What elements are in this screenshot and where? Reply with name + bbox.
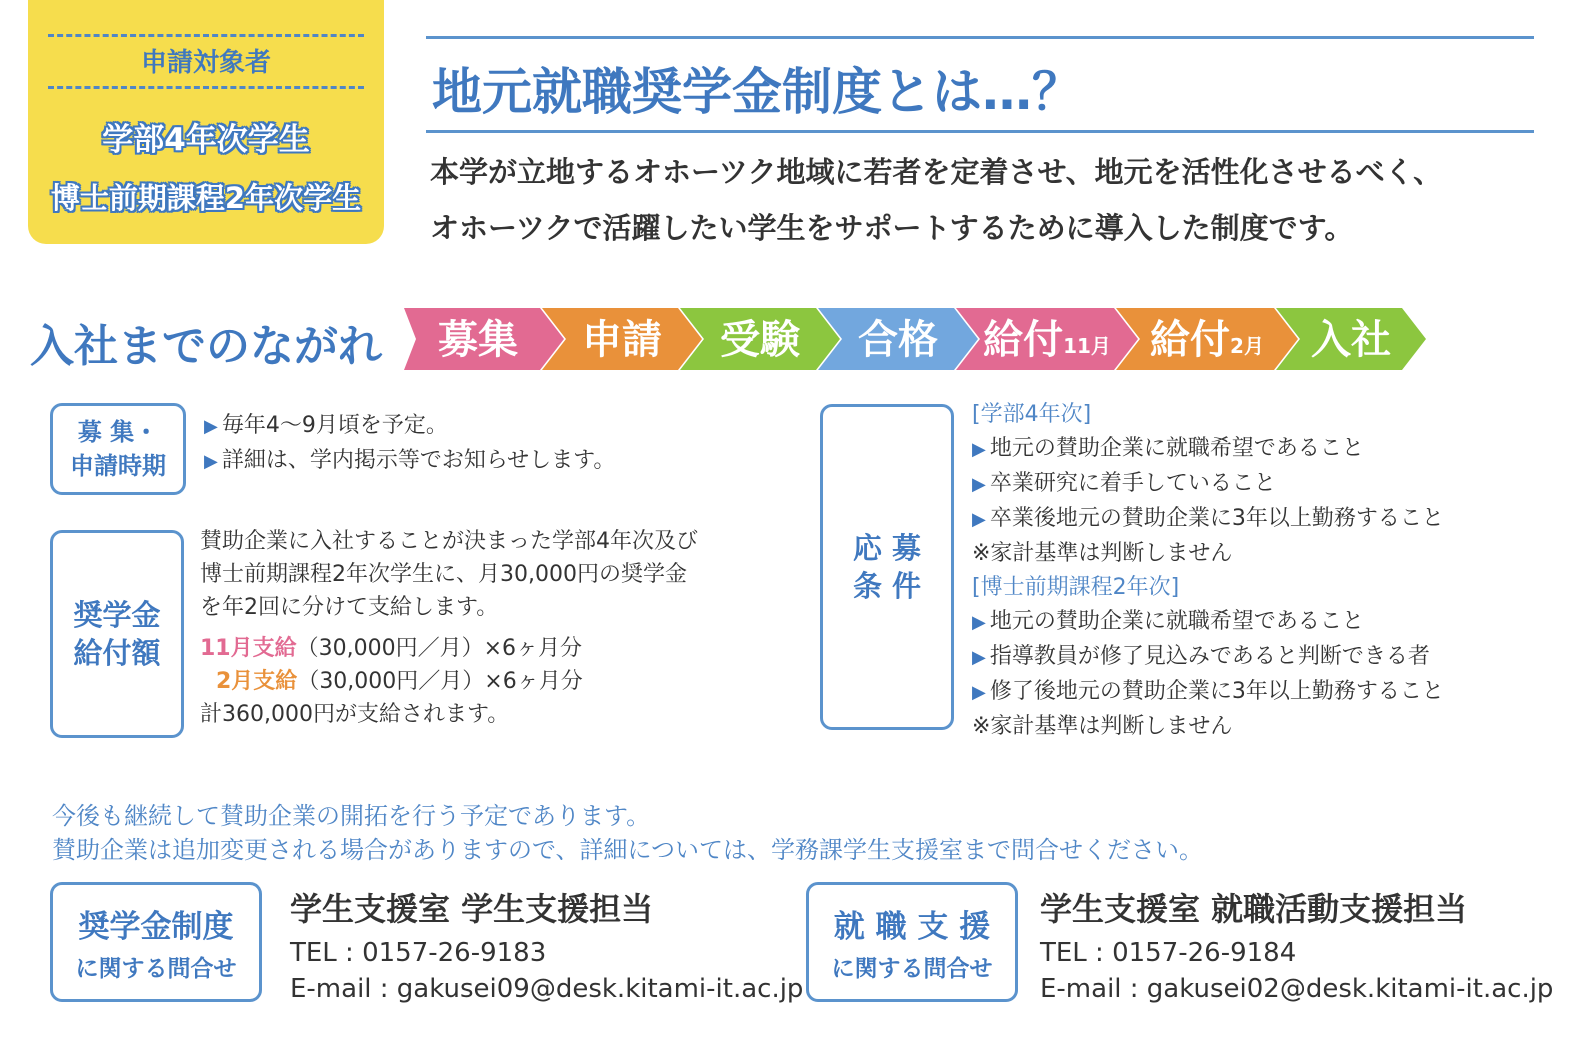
triangle-bullet-icon: ▶ xyxy=(972,474,986,495)
contact-tel[interactable]: TEL : 0157-26-9184 xyxy=(1040,938,1297,968)
footer-note-1: 今後も継続して賛助企業の開拓を行う予定であります。 xyxy=(52,802,651,830)
recruit-label-box xyxy=(50,403,186,495)
flow-label: 入社までのながれ xyxy=(30,321,382,372)
list-item: ▶ 地元の賛助企業に就職希望であること xyxy=(972,436,1364,461)
contact-info xyxy=(1040,884,1553,1004)
amount-label-2: 給付額 xyxy=(73,636,161,670)
list-item: ▶ 卒業研究に着手していること xyxy=(972,471,1276,496)
triangle-bullet-icon: ▶ xyxy=(972,612,986,633)
master-note: ※家計基準は判断しません xyxy=(972,714,1233,739)
heading-rule-bottom xyxy=(426,130,1534,133)
triangle-bullet-icon: ▶ xyxy=(972,647,986,668)
list-item: ▶ 指導教員が修了見込みであると判断できる者 xyxy=(972,644,1430,669)
list-item: ▶ 詳細は、学内掲示等でお知らせします。 xyxy=(204,448,616,473)
contact-label-box xyxy=(50,882,262,1002)
conditions-text xyxy=(972,398,1444,744)
recruit-label-1: 募 集・ xyxy=(77,418,159,446)
contact-name: 学生支援室 学生支援担当 xyxy=(290,890,654,928)
nov-payment: 11月支給（30,000円／月）×6ヶ月分 xyxy=(200,636,583,661)
contact-label-2: に関する問合せ xyxy=(831,956,993,982)
undergrad-note: ※家計基準は判断しません xyxy=(972,541,1233,566)
page-title: 地元就職奨学金制度とは…？ xyxy=(432,63,1082,121)
intro-line-1: 本学が立地するオホーツク地域に若者を定着させ、地元を活性化させるべく、 xyxy=(430,155,1443,189)
recruit-label-2: 申請時期 xyxy=(70,452,166,480)
contact-name: 学生支援室 就職活動支援担当 xyxy=(1040,890,1468,928)
contact-label-2: に関する問合せ xyxy=(75,956,237,982)
target-box xyxy=(28,0,384,244)
contact-email[interactable]: E-mail : gakusei02@desk.kitami-it.ac.jp xyxy=(1040,974,1554,1004)
list-item: ▶ 地元の賛助企業に就職希望であること xyxy=(972,609,1364,634)
triangle-bullet-icon: ▶ xyxy=(204,416,218,437)
amount-total: 計360,000円が支給されます。 xyxy=(200,702,510,727)
amount-text xyxy=(200,525,698,731)
contact-label-1: 就 職 支 援 xyxy=(833,909,991,945)
contact-tel[interactable]: TEL : 0157-26-9183 xyxy=(290,938,547,968)
heading-rule-top xyxy=(426,36,1534,39)
dashed-divider xyxy=(48,86,364,89)
amount-desc-2: 博士前期課程2年次学生に、月30,000円の奨学金 xyxy=(200,562,687,587)
footer-note-2: 賛助企業は追加変更される場合がありますので、詳細については、学務課学生支援室まで問合せください。 xyxy=(52,836,1204,864)
flow-step-label: 受験 xyxy=(720,317,800,363)
flow-step-label: 合格 xyxy=(858,317,938,363)
recruit-list xyxy=(204,409,615,479)
triangle-bullet-icon: ▶ xyxy=(972,509,986,530)
flow-step-label: 給付2月 xyxy=(1150,317,1264,363)
amount-label-1: 奨学金 xyxy=(73,598,161,632)
amount-desc-3: を年2回に分けて支給します。 xyxy=(200,595,499,620)
amount-desc-1: 賛助企業に入社することが決まった学部4年次及び xyxy=(200,529,698,554)
triangle-bullet-icon: ▶ xyxy=(972,439,986,460)
list-item: ▶ 毎年4～9月頃を予定。 xyxy=(204,413,448,438)
triangle-bullet-icon: ▶ xyxy=(204,451,218,472)
flow-step-label: 給付11月 xyxy=(983,317,1111,363)
target-undergrad: 学部4年次学生 xyxy=(102,122,310,158)
conditions-label-2: 条 件 xyxy=(852,569,922,603)
feb-payment: 2月支給（30,000円／月）×6ヶ月分 xyxy=(216,669,583,694)
flow-chevrons xyxy=(400,308,1536,374)
master-heading: [博士前期課程2年次] xyxy=(972,575,1180,600)
flow-step-label: 募集 xyxy=(438,317,518,363)
contact-info xyxy=(290,884,803,1004)
flow-step-label: 申請 xyxy=(582,317,662,363)
conditions-label-box xyxy=(820,404,954,730)
intro-line-2: オホーツクで活躍したい学生をサポートするために導入した制度です。 xyxy=(430,211,1354,245)
dashed-divider xyxy=(48,34,364,37)
conditions-label-1: 応 募 xyxy=(852,531,922,565)
triangle-bullet-icon: ▶ xyxy=(972,682,986,703)
target-master: 博士前期課程2年次学生 xyxy=(50,181,362,215)
contact-email[interactable]: E-mail : gakusei09@desk.kitami-it.ac.jp xyxy=(290,974,804,1004)
undergrad-heading: [学部4年次] xyxy=(972,402,1092,427)
flow-step-label: 入社 xyxy=(1311,317,1391,363)
contact-label-box xyxy=(806,882,1018,1002)
list-item: ▶ 修了後地元の賛助企業に3年以上勤務すること xyxy=(972,679,1444,704)
list-item: ▶ 卒業後地元の賛助企業に3年以上勤務すること xyxy=(972,506,1444,531)
target-title: 申請対象者 xyxy=(140,48,271,78)
contact-label-1: 奨学金制度 xyxy=(78,909,234,945)
amount-label-box xyxy=(50,530,184,738)
